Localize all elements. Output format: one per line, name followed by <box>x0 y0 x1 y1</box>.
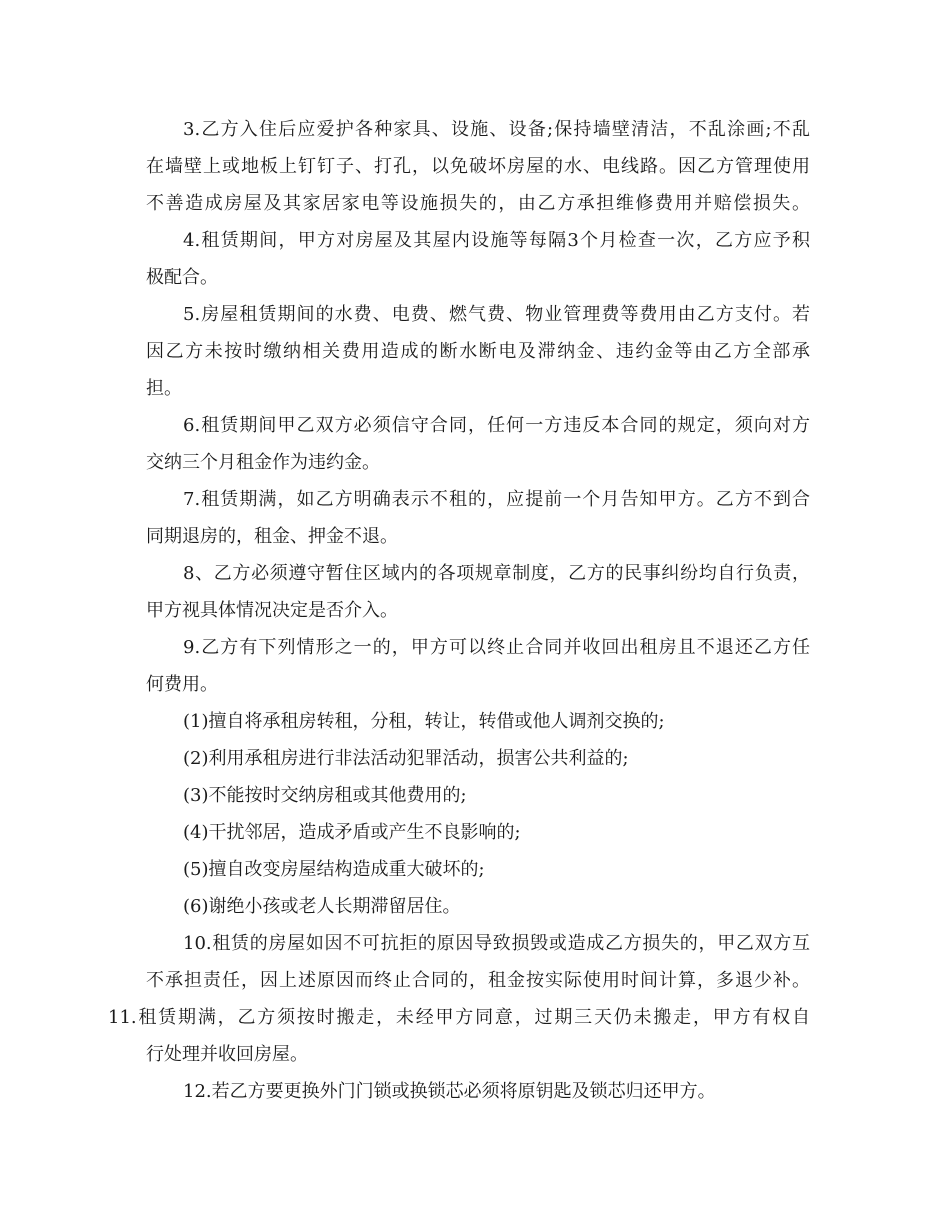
clause-5-line-3: 担。 <box>146 378 182 399</box>
clause-9-item-4: (4)干扰邻居，造成矛盾或产生不良影响的; <box>183 822 521 843</box>
clause-3-line-2: 在墙壁上或地板上钉钉子、打孔，以免破坏房屋的水、电线路。因乙方管理使用 <box>146 156 810 177</box>
clause-4-line-2: 极配合。 <box>146 267 218 288</box>
clause-9-line-2: 何费用。 <box>146 674 218 695</box>
clause-9-item-1: (1)擅自将承租房转租，分租，转让，转借或他人调剂交换的; <box>183 711 665 732</box>
clause-9-item-3: (3)不能按时交纳房租或其他费用的; <box>183 785 467 806</box>
clause-6-line-2: 交纳三个月租金作为违约金。 <box>146 452 380 473</box>
clause-11-line-1: 11.租赁期满，乙方须按时搬走，未经甲方同意，过期三天仍未搬走，甲方有权自 <box>108 1007 810 1028</box>
clause-9-item-5: (5)擅自改变房屋结构造成重大破坏的; <box>183 859 485 880</box>
clause-9-item-6: (6)谢绝小孩或老人长期滞留居住。 <box>183 896 461 917</box>
clause-4-line-1: 4.租赁期间，甲方对房屋及其屋内设施等每隔3个月检查一次，乙方应予积 <box>183 230 810 251</box>
clause-7-line-2: 同期退房的，租金、押金不退。 <box>146 526 398 547</box>
clause-8-line-1: 8、乙方必须遵守暂住区域内的各项规章制度，乙方的民事纠纷均自行负责， <box>183 563 810 584</box>
clause-6-line-1: 6.租赁期间甲乙双方必须信守合同，任何一方违反本合同的规定，须向对方 <box>183 415 810 436</box>
clause-9-line-1: 9.乙方有下列情形之一的，甲方可以终止合同并收回出租房且不退还乙方任 <box>183 637 810 658</box>
clause-7-line-1: 7.租赁期满，如乙方明确表示不租的，应提前一个月告知甲方。乙方不到合 <box>183 489 810 510</box>
clause-5-line-2: 因乙方未按时缴纳相关费用造成的断水断电及滞纳金、违约金等由乙方全部承 <box>146 341 810 362</box>
clause-9-item-2: (2)利用承租房进行非法活动犯罪活动，损害公共利益的; <box>183 748 629 769</box>
clause-3-line-3: 不善造成房屋及其家居家电等设施损失的，由乙方承担维修费用并赔偿损失。 <box>146 193 810 214</box>
clause-11-line-2: 行处理并收回房屋。 <box>146 1044 308 1065</box>
clause-5-line-1: 5.房屋租赁期间的水费、电费、燃气费、物业管理费等费用由乙方支付。若 <box>183 304 810 325</box>
clause-10-line-2: 不承担责任，因上述原因而终止合同的，租金按实际使用时间计算，多退少补。 <box>146 970 810 991</box>
clause-8-line-2: 甲方视具体情况决定是否介入。 <box>146 600 398 621</box>
clause-12-line-1: 12.若乙方要更换外门门锁或换锁芯必须将原钥匙及锁芯归还甲方。 <box>183 1081 716 1102</box>
clause-3-line-1: 3.乙方入住后应爱护各种家具、设施、设备;保持墙壁清洁，不乱涂画;不乱 <box>183 119 810 140</box>
clause-10-line-1: 10.租赁的房屋如因不可抗拒的原因导致损毁或造成乙方损失的，甲乙双方互 <box>183 933 810 954</box>
